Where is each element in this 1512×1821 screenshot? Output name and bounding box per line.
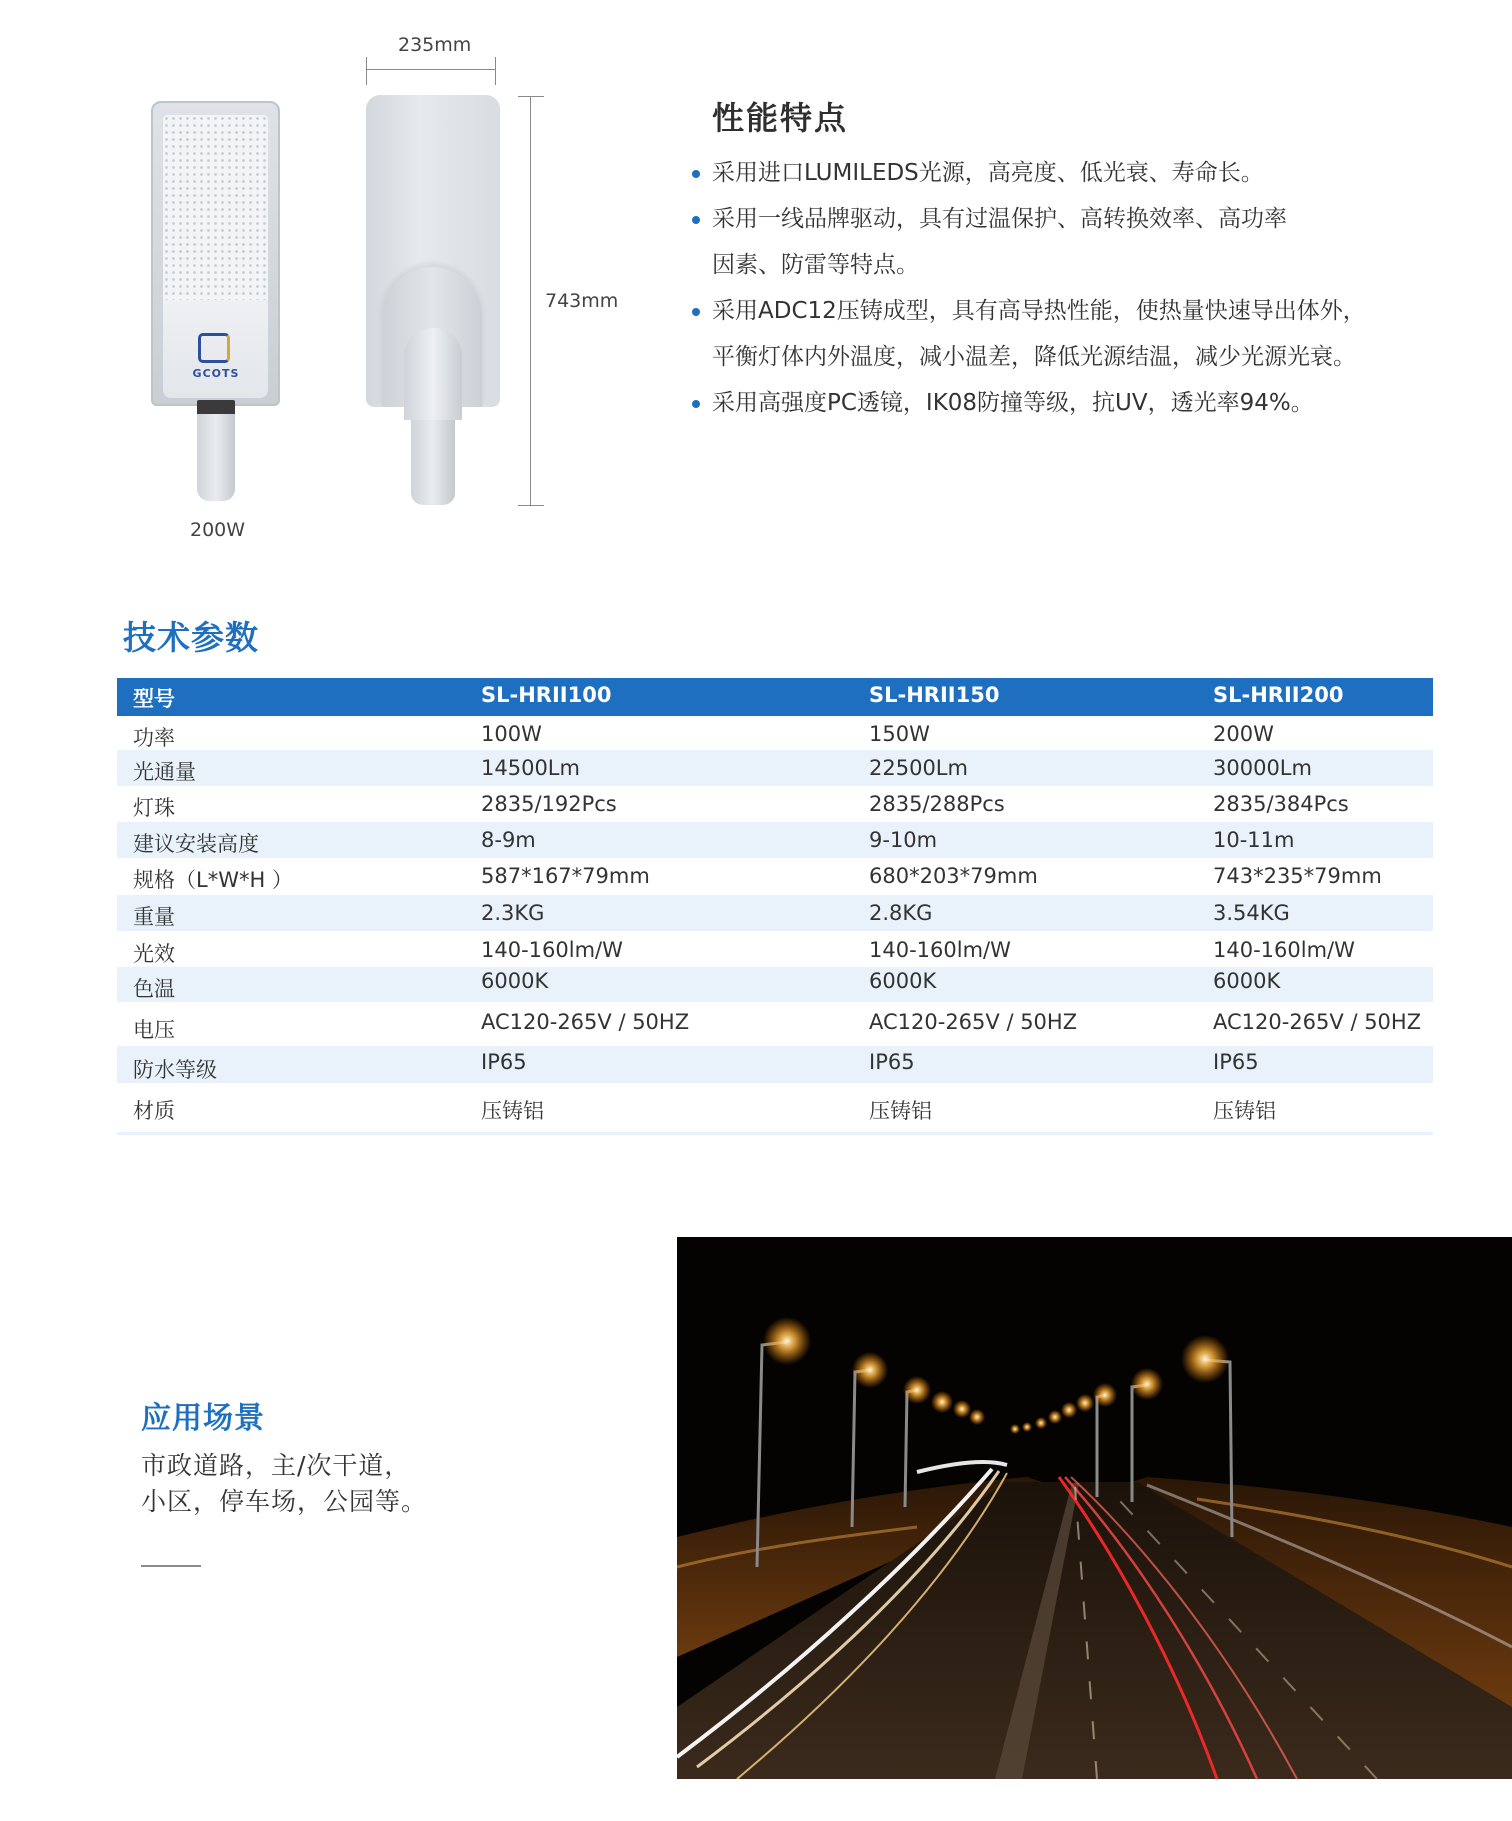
table-cell: 30000Lm — [1213, 756, 1312, 780]
table-cell: AC120-265V / 50HZ — [481, 1010, 690, 1034]
table-cell: 3.54KG — [1213, 901, 1290, 925]
table-cell: 2835/288Pcs — [869, 792, 1005, 816]
table-row — [117, 895, 1433, 931]
table-header-row — [117, 678, 1433, 716]
table-cell: 8-9m — [481, 828, 536, 852]
table-cell: 功率 — [133, 726, 175, 750]
spec-table — [117, 678, 1433, 1130]
table-cell: 200W — [1213, 722, 1274, 746]
table-cell: 色温 — [133, 977, 175, 1001]
height-dimension-tick-top — [518, 96, 544, 97]
table-row — [117, 716, 1433, 750]
table-cell: 2.8KG — [869, 901, 933, 925]
table-bottom-rule — [117, 1132, 1433, 1135]
feature-item — [712, 150, 1432, 196]
feature-line: 平衡灯体内外温度，减小温差，降低光源结温，减少光源光衰。 — [712, 344, 1356, 370]
height-dimension-line — [530, 96, 531, 506]
header-cell: 型号 — [133, 687, 175, 711]
lamp-front-body — [151, 101, 280, 406]
table-cell: 光通量 — [133, 760, 196, 784]
table-cell: 6000K — [1213, 969, 1281, 993]
header-cell: SL-HRII200 — [1213, 683, 1344, 707]
bullet-dot-icon — [692, 308, 700, 316]
table-cell: 14500Lm — [481, 756, 580, 780]
table-cell: 100W — [481, 722, 542, 746]
table-cell: 140-160lm/W — [1213, 938, 1355, 962]
table-row — [117, 1046, 1433, 1083]
bullet-dot-icon — [692, 400, 700, 408]
table-cell: 10-11m — [1213, 828, 1295, 852]
pole-mount — [197, 414, 235, 501]
table-cell: 压铸铝 — [1213, 1099, 1276, 1123]
table-cell: 规格（L*W*H ） — [133, 868, 293, 892]
application-title: 应用场景 — [141, 1401, 265, 1436]
table-cell: AC120-265V / 50HZ — [1213, 1010, 1422, 1034]
table-cell: 9-10m — [869, 828, 938, 852]
table-cell: 压铸铝 — [481, 1099, 544, 1123]
table-cell: 电压 — [133, 1018, 175, 1042]
table-cell: 建议安装高度 — [133, 832, 259, 856]
feature-line: 采用ADC12压铸成型，具有高导热性能，使热量快速导出体外， — [712, 298, 1366, 324]
table-cell: 140-160lm/W — [481, 938, 623, 962]
table-cell: IP65 — [1213, 1050, 1259, 1074]
power-caption: 200W — [190, 519, 246, 541]
table-cell: 2.3KG — [481, 901, 545, 925]
night-highway-photo — [677, 1237, 1512, 1779]
table-cell: 重量 — [133, 905, 175, 929]
application-line: 小区，停车场，公园等。 — [141, 1487, 428, 1516]
table-row — [117, 967, 1433, 1002]
width-dimension-tick-left — [366, 57, 367, 85]
table-cell: 压铸铝 — [869, 1099, 932, 1123]
back-neck — [404, 328, 462, 420]
back-pole-mount — [411, 420, 455, 505]
table-cell: 22500Lm — [869, 756, 968, 780]
width-dimension-tick-right — [495, 57, 496, 85]
table-row — [117, 1002, 1433, 1046]
table-cell: 743*235*79mm — [1213, 864, 1382, 888]
led-panel — [163, 115, 268, 300]
specs-title: 技术参数 — [123, 618, 259, 657]
gcots-logo-icon — [198, 333, 230, 363]
table-row — [117, 822, 1433, 858]
table-cell: 140-160lm/W — [869, 938, 1011, 962]
application-rule — [141, 1565, 201, 1567]
bullet-dot-icon — [692, 170, 700, 178]
feature-line: 采用一线品牌驱动，具有过温保护、高转换效率、高功率 — [712, 206, 1287, 232]
table-cell: IP65 — [869, 1050, 915, 1074]
feature-line: 因素、防雷等特点。 — [712, 252, 919, 278]
application-line: 市政道路，主/次干道， — [141, 1451, 411, 1480]
table-row — [117, 858, 1433, 895]
height-dimension-tick-bottom — [518, 505, 544, 506]
table-cell: 587*167*79mm — [481, 864, 650, 888]
features-title: 性能特点 — [712, 99, 849, 137]
width-dimension-line — [366, 69, 496, 70]
table-cell: IP65 — [481, 1050, 527, 1074]
width-label: 235mm — [398, 34, 472, 56]
table-cell: 材质 — [133, 1099, 175, 1123]
header-cell: SL-HRII150 — [869, 683, 1000, 707]
table-row — [117, 1083, 1433, 1130]
table-row — [117, 750, 1433, 786]
header-cell: SL-HRII100 — [481, 683, 612, 707]
table-cell: 6000K — [481, 969, 549, 993]
feature-item — [712, 196, 1432, 288]
feature-line: 采用高强度PC透镜，IK08防撞等级，抗UV，透光率94%。 — [712, 390, 1314, 416]
bullet-dot-icon — [692, 216, 700, 224]
night-highway-illustration — [677, 1237, 1512, 1779]
logo-text: GCOTS — [192, 367, 240, 380]
table-cell: 灯珠 — [133, 796, 175, 820]
feature-item — [712, 380, 1432, 426]
table-cell: 150W — [869, 722, 930, 746]
feature-line: 采用进口LUMILEDS光源，高亮度、低光衰、寿命长。 — [712, 160, 1264, 186]
table-cell: 680*203*79mm — [869, 864, 1038, 888]
table-cell: 光效 — [133, 942, 175, 966]
table-cell: AC120-265V / 50HZ — [869, 1010, 1078, 1034]
table-row — [117, 786, 1433, 822]
feature-item — [712, 288, 1432, 380]
height-label: 743mm — [545, 290, 619, 312]
table-cell: 2835/384Pcs — [1213, 792, 1349, 816]
table-cell: 2835/192Pcs — [481, 792, 617, 816]
table-row — [117, 931, 1433, 967]
table-cell: 防水等级 — [133, 1058, 217, 1082]
table-cell: 6000K — [869, 969, 937, 993]
